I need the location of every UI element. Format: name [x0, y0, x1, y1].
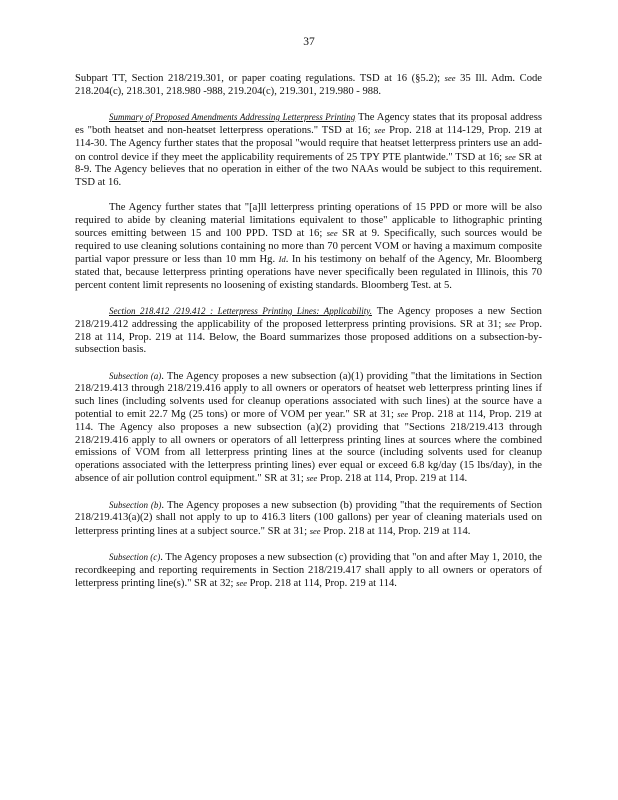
citation-signal: see — [397, 409, 409, 420]
subsection-heading: Subsection (a) — [109, 370, 162, 381]
subsection-heading: Subsection (c) — [109, 551, 161, 562]
text-run: Prop. 218 at 114, Prop. 219 at 114. — [320, 525, 471, 537]
text-run: . The Agency proposes a new subsection (a)(1) providing "that the limitations in Section 218/219.413 through 218/219.416 apply to all owners or operators of heatset web letterpress printing lines if such lines (including solvents used for cleanup operations associated with such lines) at the source have a potential to emit 22.7 Mg (25 tons) or more of VOM per year." SR at 31; — [75, 370, 542, 421]
text-run: SR at 8-9. The Agency believes that no operation in either of the two NAAs would be subject to this requirement. TSD at 16. — [75, 151, 543, 188]
text-run: Subpart TT, Section 218/219.301, or paper coating regulations. TSD at 16 (§5.2); — [75, 73, 445, 84]
text-run: Prop. 218 at 114, Prop. 219 at 114. The Agency also proposes a new subsection (a)(2) providing that "Sections 218/219.413 through 218/219.416 apply to all owners or operators of all letterpress printing lines at sources where the combined emissions of VOM from all letterpress printing lines at the source (including solvents used for cleanup operations associated with the letterpress printing lines) ever equal or exceed 6.8 kg/day (15 lbs/day), in the absence of air pollution control equipment." SR at 31; — [75, 409, 542, 485]
text-run: SR at 9. Specifically, such sources would be required to use cleaning solutions containing no more than 70 percent VOM or having a maximum composite partial vapor pressure or less than 10 mm Hg. — [75, 228, 542, 266]
text-run: 35 Ill. Adm. Code 218.204(c), 218.301, 218.980 -988, 219.204(c), 219.301, 219.980 - 988. — [75, 73, 542, 97]
text-run: The Agency further states that "[a]ll letterpress printing operations of 15 PPD or more will be also required to abide by cleaning material limitations equivalent to those" applicable to lithographic printing sources emitting between 15 and 100 PPD. TSD at 16; — [75, 201, 542, 240]
text-run: . In his testimony on behalf of the Agency, Mr. Bloomberg stated that, because letterpress printing operations have never specifically been regulated in Illinois, this 70 percent content limit represents no loosening of existing standards. Bloomberg Test. at 5. — [75, 254, 542, 291]
citation-signal: see — [504, 151, 516, 162]
paragraph-continuation — [75, 72, 542, 98]
subsection-heading: Subsection (b) — [109, 499, 162, 510]
text-run: Prop. 218 at 114, Prop. 219 at 114. — [317, 473, 468, 485]
document-body — [75, 72, 542, 603]
citation-signal: see — [326, 228, 338, 239]
paragraph-subsection-a — [75, 370, 542, 486]
text-run: The Agency states that its proposal address es "both heatset and non-heatset letterpress operations." TSD at 16; — [75, 111, 542, 137]
text-run: . The Agency proposes a new subsection (c) providing that "on and after May 1, 2010, the recordkeeping and reporting requirements in Section 218/219.417 shall apply to all owners or operators of letterpress printing line(s)." SR at 32; — [75, 551, 542, 590]
text-run: Prop. 218 at 114-129, Prop. 219 at 114-30. The Agency further states that the proposal "would require that heatset letterpress printers use an add-on control device if they meet the applicability requirements of 25 TPY PTE plantwide." TSD at 16; — [75, 125, 542, 163]
text-run: . The Agency proposes a new subsection (b) providing "that the requirements of Section 218/219.413(a)(2) shall not apply to up to 416.3 liters (100 gallons) per year of cleaning materials used on letterpress printing lines at a subject source." SR at 31; — [75, 499, 542, 537]
citation-signal: Id — [278, 254, 286, 265]
paragraph-subsection-b — [75, 499, 542, 539]
paragraph-letterpress-summary — [75, 111, 542, 190]
text-run: Prop. 218 at 114, Prop. 219 at 114. Below, the Board summarizes those proposed additions on a subsection-by-subsection basis. — [75, 319, 542, 356]
citation-signal: see — [374, 125, 386, 136]
citation-signal: see — [444, 73, 456, 83]
text-run: Prop. 218 at 114, Prop. 219 at 114. — [247, 578, 397, 590]
page-number: 37 — [303, 36, 315, 48]
text-run: The Agency proposes a new Section 218/219.412 addressing the applicability of the proposed letterpress printing provisions. SR at 31; — [75, 305, 542, 331]
section-heading: Summary of Proposed Amendments Addressing Letterpress Printing — [109, 111, 356, 122]
paragraph-section-412 — [75, 305, 542, 357]
paragraph-cleaning-limits — [75, 202, 542, 292]
citation-signal: see — [236, 578, 248, 589]
citation-signal: see — [504, 319, 516, 330]
paragraph-subsection-c — [75, 551, 542, 591]
citation-signal: see — [306, 473, 318, 484]
section-heading: Section 218.412 /219.412 : Letterpress Printing Lines: Applicability. — [109, 305, 372, 316]
citation-signal: see — [309, 525, 321, 536]
